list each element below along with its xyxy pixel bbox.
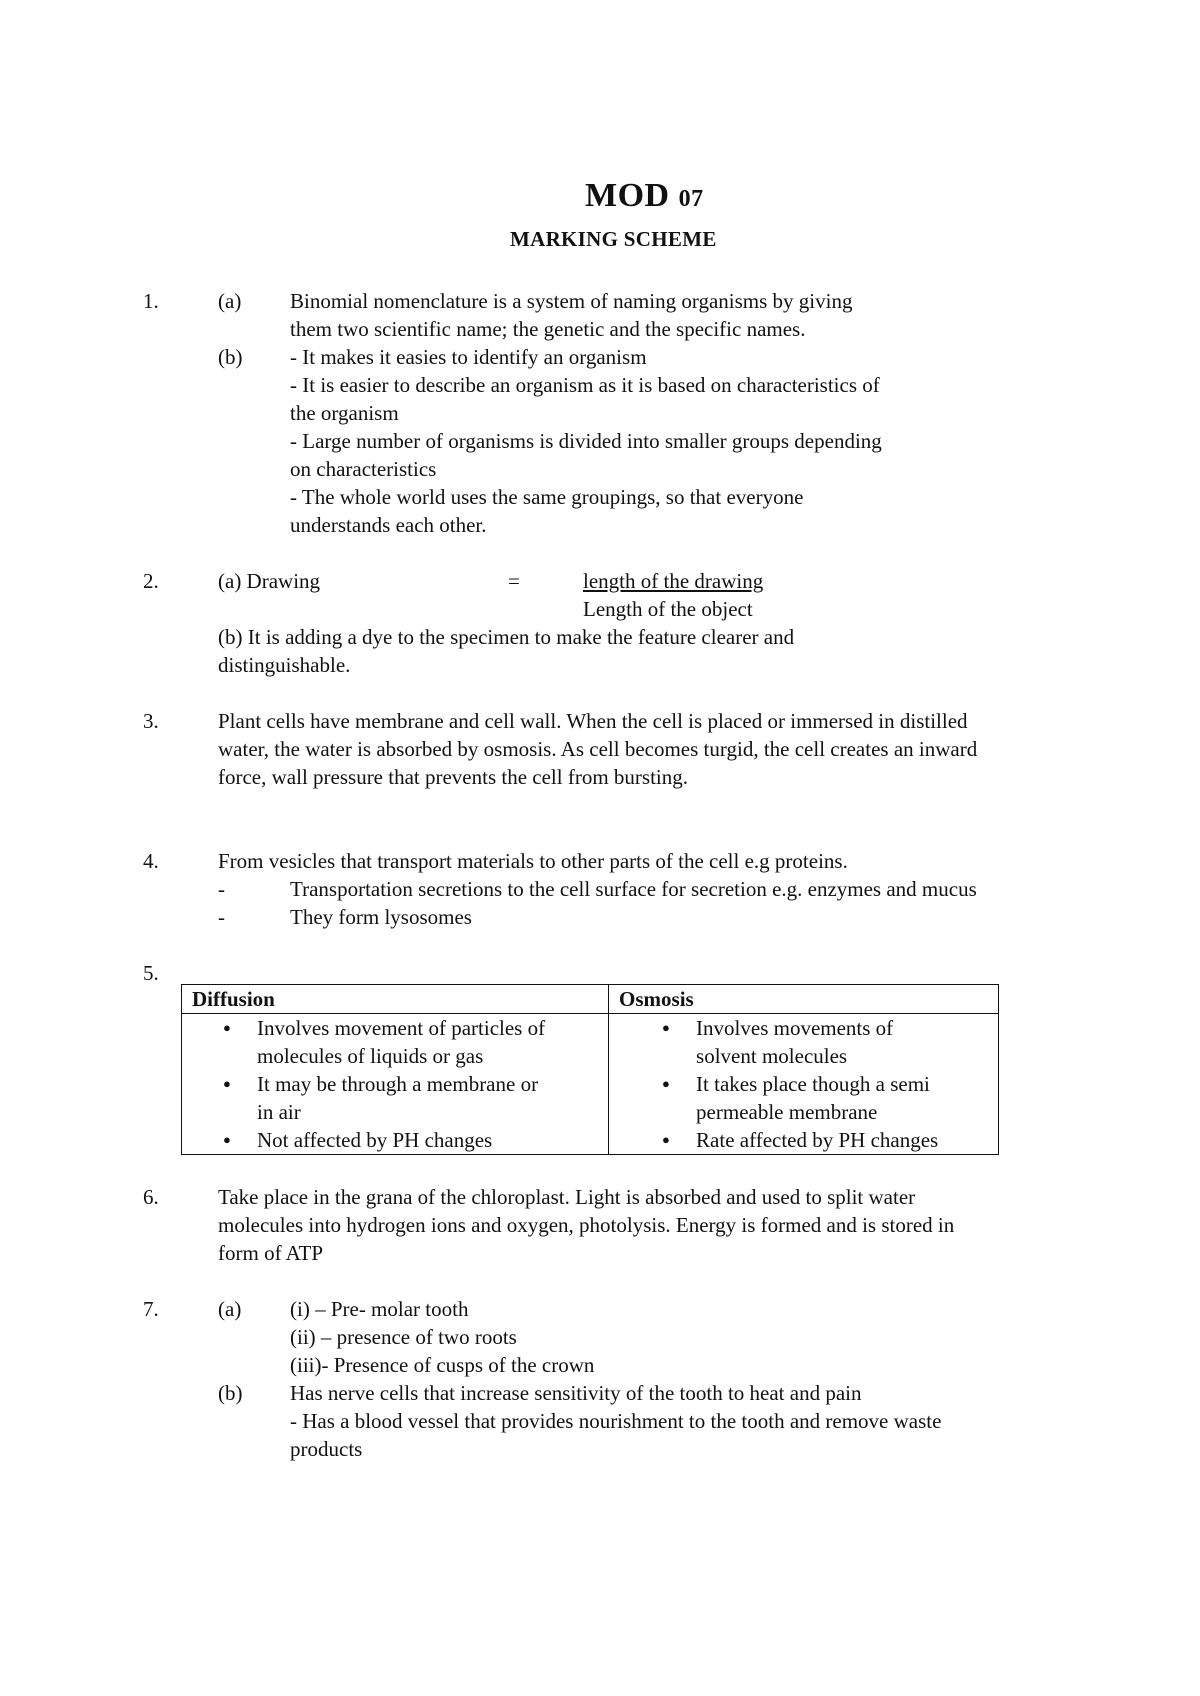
table-header-osmosis: Osmosis [609,985,999,1014]
list-item-text: solvent molecules [696,1044,848,1068]
q7-a-label: (a) [218,1297,242,1321]
q6-line: form of ATP [218,1241,323,1265]
q4-line: From vesicles that transport materials to other parts of the cell e.g proteins. [218,849,848,873]
q2-numerator: length of the drawing [583,569,764,593]
q1-a-label: (a) [218,289,242,313]
q4-line: Transportation secretions to the cell surface for secretion e.g. enzymes and mucus [290,877,977,901]
q1-b-line: - It makes it easies to identify an organism [290,345,647,369]
q6-line: molecules into hydrogen ions and oxygen, photolysis. Energy is formed and is stored in [218,1213,955,1237]
q4-dash: - [218,877,225,901]
page-subtitle: MARKING SCHEME [510,227,717,251]
q1-b-label: (b) [218,345,243,369]
q1-a-line: Binomial nomenclature is a system of naming organisms by giving [290,289,853,313]
list-item [696,1070,990,1126]
list-item-text: Involves movements of [696,1016,894,1040]
q1-b-line: - Large number of organisms is divided into smaller groups depending [290,429,882,453]
q3-line: water, the water is absorbed by osmosis. As cell becomes turgid, the cell creates an inward [218,737,978,761]
q2-b-line: distinguishable. [218,653,351,677]
q4-line: They form lysosomes [290,905,472,929]
q6-number: 6. [143,1185,159,1209]
list-item-text: in air [257,1100,301,1124]
osmosis-list [619,1014,990,1154]
q1-number: 1. [143,289,159,313]
q7-b-line: - Has a blood vessel that provides nourishment to the tooth and remove waste [290,1409,942,1433]
title-number: 07 [678,186,704,212]
diffusion-list [192,1014,600,1154]
list-item-text: It takes place though a semi [696,1072,930,1096]
q7-b-line: Has nerve cells that increase sensitivity of the tooth to heat and pain [290,1381,862,1405]
q6-line: Take place in the grana of the chloroplast. Light is absorbed and used to split water [218,1185,916,1209]
table-row [182,1014,999,1155]
list-item-text: It may be through a membrane or [257,1072,539,1096]
q1-b-line: - The whole world uses the same groupings, so that everyone [290,485,804,509]
list-item [257,1070,600,1126]
q7-number: 7. [143,1297,159,1321]
table-header-row [182,985,999,1014]
comparison-table [181,984,999,1155]
q2-a-text: (a) Drawing [218,569,321,593]
q5-number: 5. [143,961,159,985]
q7-b-line: products [290,1437,363,1461]
q7-a-line: (iii)- Presence of cusps of the crown [290,1353,595,1377]
diffusion-cell [182,1014,609,1155]
q2-number: 2. [143,569,159,593]
page-title [585,176,704,219]
q7-a-line: (i) – Pre- molar tooth [290,1297,469,1321]
title-main: MOD [585,177,670,214]
list-item-text: Involves movement of particles of [257,1016,546,1040]
list-item [696,1014,990,1070]
table-header-diffusion: Diffusion [182,985,609,1014]
q3-line: force, wall pressure that prevents the cell from bursting. [218,765,689,789]
q4-number: 4. [143,849,159,873]
q3-line: Plant cells have membrane and cell wall. When the cell is placed or immersed in distilled [218,709,968,733]
q4-dash: - [218,905,225,929]
osmosis-cell [609,1014,999,1155]
list-item [257,1126,600,1154]
q3-number: 3. [143,709,159,733]
list-item [257,1014,600,1070]
q2-b-line: (b) It is adding a dye to the specimen to make the feature clearer and [218,625,795,649]
q7-b-label: (b) [218,1381,243,1405]
q2-denominator: Length of the object [583,597,753,621]
list-item-text: permeable membrane [696,1100,878,1124]
list-item [696,1126,990,1154]
q1-b-line: understands each other. [290,513,487,537]
list-item-text: Not affected by PH changes [257,1128,493,1152]
list-item-text: Rate affected by PH changes [696,1128,939,1152]
q1-b-line: the organism [290,401,399,425]
q1-b-line: - It is easier to describe an organism as it is based on characteristics of [290,373,880,397]
q1-b-line: on characteristics [290,457,437,481]
q7-a-line: (ii) – presence of two roots [290,1325,517,1349]
list-item-text: molecules of liquids or gas [257,1044,484,1068]
q2-equals: = [508,569,520,593]
q1-a-line: them two scientific name; the genetic and the specific names. [290,317,806,341]
